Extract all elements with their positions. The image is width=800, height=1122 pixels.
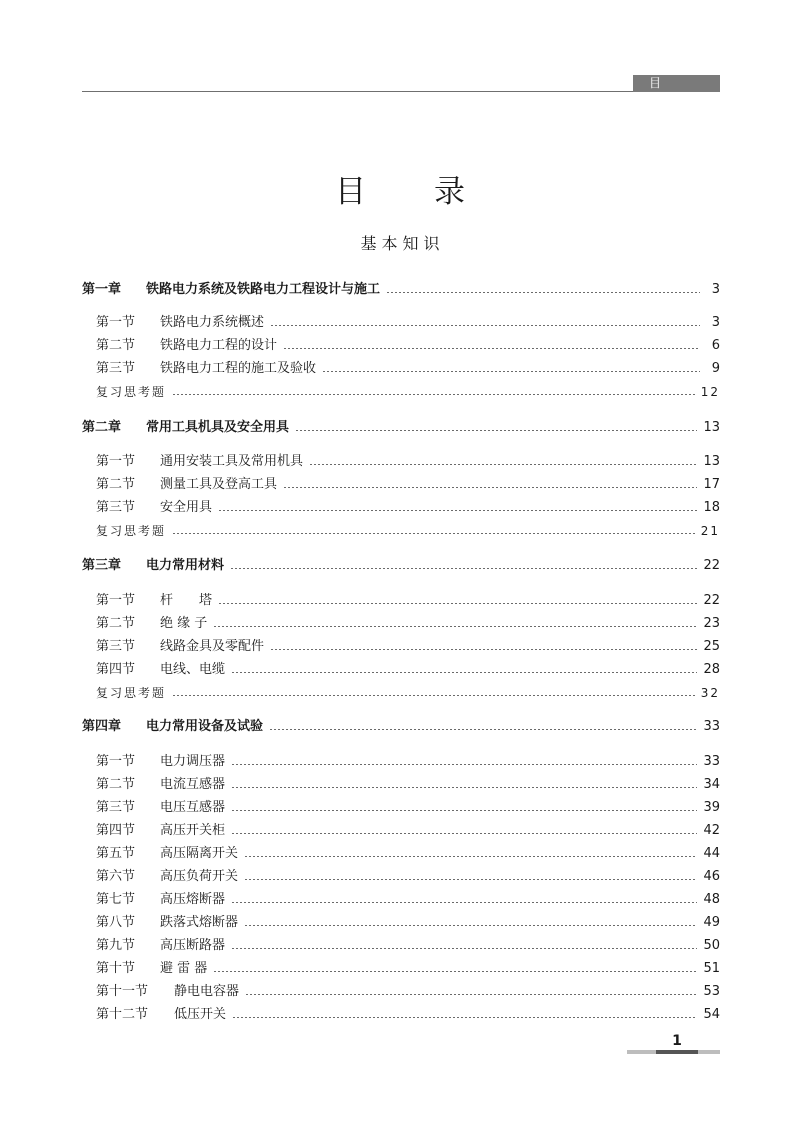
toc-section-title: 铁路电力系统概述	[160, 315, 265, 330]
toc-section-row[interactable]	[96, 498, 720, 518]
toc-section-number: 第三节	[96, 639, 136, 654]
toc-section-number: 第二节	[96, 338, 136, 353]
toc-section-row[interactable]	[96, 359, 720, 379]
toc-section-number: 第一节	[96, 593, 136, 608]
toc-review-title: 复习思考题	[96, 686, 167, 700]
toc-section-title: 测量工具及登高工具	[160, 477, 278, 492]
toc-page-number: 50	[703, 938, 720, 953]
toc-section-title: 电线、电缆	[160, 662, 226, 677]
toc-section-title: 低压开关	[174, 1007, 227, 1022]
toc-section-number: 第四节	[96, 662, 136, 677]
dot-leader	[283, 348, 700, 349]
toc-page-number: 28	[703, 662, 720, 677]
toc-page-number: 23	[703, 616, 720, 631]
toc-section-row[interactable]	[96, 614, 720, 634]
dot-leader	[244, 925, 697, 926]
toc-review-row[interactable]	[96, 382, 720, 402]
toc-page-number: 34	[703, 777, 720, 792]
toc-page-number: 53	[703, 984, 720, 999]
toc-section-row[interactable]	[96, 936, 720, 956]
toc-section-number: 第五节	[96, 846, 136, 861]
dot-leader	[172, 533, 695, 534]
toc-section-title: 线路金具及零配件	[160, 639, 265, 654]
dot-leader	[213, 626, 697, 627]
toc-section-row[interactable]	[96, 867, 720, 887]
toc-page-number: 39	[703, 800, 720, 815]
toc-section-row[interactable]	[96, 591, 720, 611]
toc-section-title: 静电电容器	[174, 984, 240, 999]
toc-page-number: 9	[711, 361, 720, 376]
toc-page-number: 21	[700, 524, 720, 538]
toc-page-number: 54	[703, 1007, 720, 1022]
toc-section-number: 第六节	[96, 869, 136, 884]
toc-section-row[interactable]	[96, 752, 720, 772]
dot-leader	[386, 292, 700, 293]
toc-chapter-title: 电力常用材料	[146, 558, 225, 573]
toc-section-row[interactable]	[96, 313, 720, 333]
dot-leader	[231, 787, 697, 788]
toc-section-row[interactable]	[96, 821, 720, 841]
toc-page-number: 44	[703, 846, 720, 861]
dot-leader	[213, 971, 697, 972]
toc-chapter-row[interactable]	[82, 717, 720, 737]
toc-section-title: 跌落式熔断器	[160, 915, 239, 930]
toc-section-title: 高压熔断器	[160, 892, 226, 907]
dot-leader	[231, 833, 697, 834]
toc-chapter-title: 铁路电力系统及铁路电力工程设计与施工	[146, 282, 381, 297]
toc-page-number: 22	[703, 558, 720, 573]
toc-page-number: 12	[700, 385, 720, 399]
dot-leader	[322, 371, 700, 372]
running-header-tab: 目 录	[633, 76, 734, 107]
dot-leader	[218, 510, 697, 511]
toc-chapter-title: 常用工具机具及安全用具	[146, 420, 290, 435]
toc-section-row[interactable]	[96, 452, 720, 472]
toc-page-number: 22	[703, 593, 720, 608]
toc-page-number: 6	[711, 338, 720, 353]
toc-section-number: 第一节	[96, 454, 136, 469]
toc-page-number: 46	[703, 869, 720, 884]
dot-leader	[244, 856, 697, 857]
toc-section-number: 第二节	[96, 616, 136, 631]
toc-page-number: 3	[711, 282, 720, 297]
toc-chapter-number: 第三章	[82, 558, 122, 573]
toc-section-number: 第三节	[96, 500, 136, 515]
toc-page-number: 17	[703, 477, 720, 492]
toc-chapter-number: 第二章	[82, 420, 122, 435]
toc-section-row[interactable]	[96, 844, 720, 864]
toc-chapter-number: 第四章	[82, 719, 122, 734]
toc-section-row[interactable]	[96, 775, 720, 795]
dot-leader	[245, 994, 697, 995]
toc-section-row[interactable]	[96, 913, 720, 933]
toc-section-title: 电力调压器	[160, 754, 226, 769]
dot-leader	[218, 603, 697, 604]
dot-leader	[231, 810, 697, 811]
toc-section-title: 铁路电力工程的施工及验收	[160, 361, 317, 376]
toc-page-number: 49	[703, 915, 720, 930]
toc-section-row[interactable]	[96, 475, 720, 495]
dot-leader	[269, 729, 697, 730]
toc-section-title: 高压断路器	[160, 938, 226, 953]
toc-chapter-number: 第一章	[82, 282, 122, 297]
dot-leader	[309, 464, 697, 465]
dot-leader	[232, 1017, 697, 1018]
toc-page-number: 42	[703, 823, 720, 838]
dot-leader	[172, 695, 695, 696]
toc-chapter-row[interactable]	[82, 280, 720, 300]
toc-section-row[interactable]	[96, 336, 720, 356]
toc-page-number: 13	[703, 420, 720, 435]
toc-section-number: 第十节	[96, 961, 136, 976]
toc-chapter-row[interactable]	[82, 556, 720, 576]
toc-section-title: 高压隔离开关	[160, 846, 239, 861]
page-title: 目录	[335, 174, 533, 210]
toc-section-title: 高压负荷开关	[160, 869, 239, 884]
footer-bar-accent	[656, 1050, 698, 1054]
toc-chapter-row[interactable]	[82, 418, 720, 438]
toc-page-number: 48	[703, 892, 720, 907]
toc-section-number: 第八节	[96, 915, 136, 930]
page-number: 1	[672, 1033, 682, 1049]
part-title: 基本知识	[360, 234, 445, 253]
toc-section-title: 电压互感器	[160, 800, 226, 815]
toc-section-number: 第二节	[96, 477, 136, 492]
toc-section-number: 第九节	[96, 938, 136, 953]
toc-section-row[interactable]	[96, 959, 720, 979]
toc-page-number: 18	[703, 500, 720, 515]
toc-section-number: 第十一节	[96, 984, 149, 999]
toc-page-number: 25	[703, 639, 720, 654]
toc-section-row[interactable]	[96, 637, 720, 657]
dot-leader	[230, 568, 697, 569]
dot-leader	[270, 325, 700, 326]
toc-section-number: 第三节	[96, 800, 136, 815]
dot-leader	[295, 430, 697, 431]
toc-review-title: 复习思考题	[96, 385, 167, 399]
toc-page-number: 33	[703, 754, 720, 769]
toc-review-title: 复习思考题	[96, 524, 167, 538]
dot-leader	[244, 879, 697, 880]
toc-section-title: 杆 塔	[160, 593, 213, 608]
toc-section-row[interactable]	[96, 660, 720, 680]
toc-section-number: 第四节	[96, 823, 136, 838]
toc-section-row[interactable]	[96, 1005, 720, 1025]
toc-section-title: 避 雷 器	[160, 961, 208, 976]
toc-page-number: 3	[711, 315, 720, 330]
toc-section-number: 第一节	[96, 754, 136, 769]
dot-leader	[172, 394, 695, 395]
toc-section-number: 第七节	[96, 892, 136, 907]
toc-section-number: 第一节	[96, 315, 136, 330]
toc-chapter-title: 电力常用设备及试验	[146, 719, 264, 734]
toc-page-number: 51	[703, 961, 720, 976]
toc-section-title: 铁路电力工程的设计	[160, 338, 278, 353]
toc-page-number: 33	[703, 719, 720, 734]
toc-section-title: 绝 缘 子	[160, 616, 208, 631]
toc-section-row[interactable]	[96, 890, 720, 910]
toc-page-number: 13	[703, 454, 720, 469]
dot-leader	[270, 649, 697, 650]
toc-review-row[interactable]	[96, 521, 720, 541]
toc-section-title: 高压开关柜	[160, 823, 226, 838]
toc-page-number: 32	[700, 686, 720, 700]
toc-section-row[interactable]	[96, 798, 720, 818]
toc-section-title: 通用安装工具及常用机具	[160, 454, 304, 469]
toc-section-title: 安全用具	[160, 500, 213, 515]
dot-leader	[283, 487, 697, 488]
toc-section-number: 第十二节	[96, 1007, 149, 1022]
toc-section-number: 第二节	[96, 777, 136, 792]
header-rule	[82, 91, 720, 92]
dot-leader	[231, 948, 697, 949]
dot-leader	[231, 902, 697, 903]
toc-review-row[interactable]	[96, 683, 720, 703]
toc-section-row[interactable]	[96, 982, 720, 1002]
toc-section-title: 电流互感器	[160, 777, 226, 792]
dot-leader	[231, 672, 697, 673]
toc-section-number: 第三节	[96, 361, 136, 376]
dot-leader	[231, 764, 697, 765]
